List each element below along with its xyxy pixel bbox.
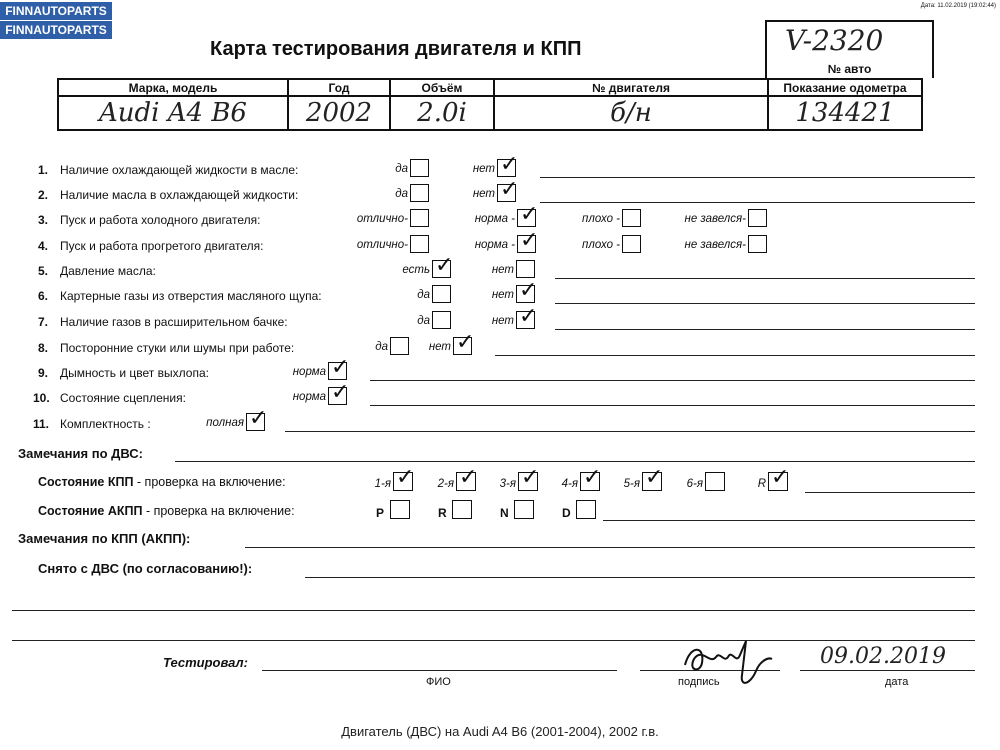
kpp-gear-label: 5-я: [623, 478, 640, 490]
removed-line-2[interactable]: [12, 610, 975, 611]
item-option-checkbox[interactable]: [516, 260, 535, 278]
item-option-checkbox[interactable]: [497, 177, 519, 202]
akpp-gear-label: P: [376, 506, 385, 520]
car-number-box: [765, 20, 934, 62]
item-option-label: да: [375, 341, 388, 353]
remarks-kpp-label: Замечания по КПП (АКПП):: [18, 531, 191, 546]
item-option-checkbox[interactable]: [328, 355, 350, 380]
date-value: 09.02.2019: [820, 644, 946, 669]
akpp-gear-checkbox[interactable]: [452, 500, 472, 519]
item-number: 10.: [33, 391, 50, 405]
header-volume: Объём: [390, 79, 494, 96]
kpp-gear-label: 1-я: [374, 478, 391, 490]
akpp-gear-label: D: [562, 506, 571, 520]
item-question: Наличие газов в расширительном бачке:: [60, 315, 288, 329]
kpp-gear-label: R: [757, 478, 766, 490]
item-option-checkbox[interactable]: [748, 209, 767, 227]
item-remarks-line[interactable]: [370, 405, 975, 406]
checkmark-icon: ✓: [459, 465, 478, 490]
item-option-checkbox[interactable]: [516, 278, 538, 303]
item-number: 3.: [38, 213, 49, 227]
item-question: Посторонние стуки или шумы при работе:: [60, 341, 295, 355]
item-option-checkbox[interactable]: [622, 209, 641, 227]
item-question: Пуск и работа холодного двигателя:: [60, 213, 261, 227]
akpp-gear-checkbox[interactable]: [514, 500, 534, 519]
kpp-gear-checkbox[interactable]: [642, 465, 664, 491]
header-engine-number: № двигателя: [494, 79, 768, 96]
item-option-label: да: [417, 315, 430, 327]
item-remarks-line[interactable]: [285, 431, 975, 432]
header-make-model: Марка, модель: [58, 79, 288, 96]
akpp-gear-label: N: [500, 506, 509, 520]
item-number: 2.: [38, 188, 49, 202]
brand-logo-secondary: FINNAUTOPARTS: [0, 21, 112, 39]
fio-line[interactable]: [262, 670, 617, 671]
item-option-label: полная: [206, 417, 244, 429]
print-date-stamp: Дата: 11.02.2019 (19:02:44): [920, 3, 996, 9]
value-make-model: Audi A4 B6: [58, 96, 288, 130]
remarks-kpp-line[interactable]: [245, 547, 975, 548]
akpp-row-label: [38, 504, 295, 518]
brand-logo: FINNAUTOPARTS: [0, 2, 112, 20]
item-option-checkbox[interactable]: [328, 380, 350, 405]
kpp-gear-label: 6-я: [686, 478, 703, 490]
item-option-label: отлично-: [356, 213, 408, 225]
item-number: 1.: [38, 163, 49, 177]
item-option-checkbox[interactable]: [410, 159, 429, 177]
item-question: Дымность и цвет выхлопа:: [60, 366, 209, 380]
kpp-gear-checkbox[interactable]: [518, 465, 540, 491]
item-option-label: плохо -: [582, 239, 620, 251]
caption: Двигатель (ДВС) на Audi A4 B6 (2001-2004), 2002 г.в.: [341, 724, 659, 739]
akpp-label: Состояние АКПП: [38, 504, 143, 518]
kpp-gear-label: 3-я: [499, 478, 516, 490]
kpp-gear-checkbox[interactable]: [580, 465, 602, 491]
item-option-label: нет: [491, 289, 514, 301]
checkmark-icon: ✓: [520, 228, 539, 253]
removed-line-3[interactable]: [12, 640, 975, 641]
removed-label: Снято с ДВС (по согласованию!):: [38, 561, 253, 576]
date-line[interactable]: [800, 670, 975, 671]
kpp-gear-label: 2-я: [437, 478, 454, 490]
item-remarks-line[interactable]: [495, 355, 975, 356]
kpp-suffix: - проверка на включение:: [133, 475, 286, 489]
checkmark-icon: ✓: [331, 380, 350, 405]
checkmark-icon: ✓: [249, 406, 268, 431]
item-option-label: нет: [491, 315, 514, 327]
item-option-label: нет: [472, 188, 495, 200]
kpp-gear-checkbox[interactable]: [456, 465, 478, 491]
remarks-engine-line[interactable]: [175, 461, 975, 462]
item-option-label: есть: [402, 264, 430, 276]
item-option-checkbox[interactable]: [246, 406, 268, 431]
header-year: Год: [288, 79, 390, 96]
akpp-gear-label: R: [438, 506, 447, 520]
item-option-checkbox[interactable]: [748, 235, 767, 253]
car-number-value: V-2320: [785, 24, 884, 57]
value-odometer: 134421: [768, 96, 922, 130]
item-number: 5.: [38, 264, 49, 278]
item-option-label: норма -: [474, 239, 515, 251]
checkmark-icon: ✓: [331, 355, 350, 380]
value-engine-number: б/н: [494, 96, 768, 130]
item-number: 9.: [38, 366, 49, 380]
remarks-engine-label: Замечания по ДВС:: [18, 446, 143, 461]
checkmark-icon: ✓: [519, 304, 538, 329]
item-question: Давление масла:: [60, 264, 156, 278]
checkmark-icon: ✓: [500, 152, 519, 177]
akpp-remarks-line[interactable]: [603, 520, 975, 521]
item-option-checkbox[interactable]: [516, 304, 538, 329]
checkmark-icon: ✓: [500, 177, 519, 202]
car-number-label-box: [765, 62, 934, 78]
kpp-gear-label: 4-я: [561, 478, 578, 490]
item-option-checkbox[interactable]: [622, 235, 641, 253]
page-title: Карта тестирования двигателя и КПП: [210, 38, 582, 60]
item-option-checkbox[interactable]: [410, 235, 429, 253]
item-option-checkbox[interactable]: [497, 152, 519, 177]
item-option-label: не завелся-: [684, 213, 746, 225]
item-question: Комплектность :: [60, 417, 151, 431]
checkmark-icon: ✓: [645, 465, 664, 490]
item-remarks-line[interactable]: [555, 303, 975, 304]
item-question: Наличие охлаждающей жидкости в масле:: [60, 163, 299, 177]
checkmark-icon: ✓: [435, 253, 454, 278]
item-remarks-line[interactable]: [555, 278, 975, 279]
akpp-gear-checkbox[interactable]: [576, 500, 596, 519]
tested-by-label: Тестировал:: [163, 655, 248, 670]
item-question: Наличие масла в охлаждающей жидкости:: [60, 188, 299, 202]
akpp-gear-checkbox[interactable]: [390, 500, 410, 519]
signature-label: подпись: [678, 676, 720, 688]
car-number-label: № авто: [827, 62, 872, 76]
item-option-checkbox[interactable]: [410, 209, 429, 227]
item-remarks-line[interactable]: [540, 202, 975, 203]
item-option-label: не завелся-: [684, 239, 746, 251]
checkmark-icon: ✓: [583, 465, 602, 490]
checkmark-icon: ✓: [521, 465, 540, 490]
item-option-checkbox[interactable]: [517, 202, 539, 227]
header-odometer: Показание одометра: [768, 79, 922, 96]
item-number: 4.: [38, 239, 49, 253]
checkmark-icon: ✓: [456, 330, 475, 355]
item-number: 6.: [38, 289, 49, 303]
item-option-label: да: [395, 188, 408, 200]
item-option-label: норма: [292, 366, 326, 378]
value-year: 2002: [288, 96, 390, 130]
item-option-label: отлично-: [356, 239, 408, 251]
vehicle-info-table: [57, 78, 923, 131]
item-option-label: нет: [428, 341, 451, 353]
item-option-label: нет: [491, 264, 514, 276]
checkmark-icon: ✓: [519, 278, 538, 303]
item-option-label: да: [395, 163, 408, 175]
item-option-label: норма: [292, 391, 326, 403]
kpp-gear-checkbox[interactable]: [393, 465, 415, 491]
checkmark-icon: ✓: [520, 202, 539, 227]
checkmark-icon: ✓: [771, 465, 790, 490]
checkmark-icon: ✓: [396, 465, 415, 490]
item-option-label: норма -: [474, 213, 515, 225]
removed-line-1[interactable]: [305, 577, 975, 578]
date-label: дата: [885, 676, 909, 688]
fio-label: ФИО: [426, 676, 451, 688]
item-number: 8.: [38, 341, 49, 355]
item-number: 7.: [38, 315, 49, 329]
item-remarks-line[interactable]: [555, 329, 975, 330]
kpp-gear-checkbox[interactable]: [705, 472, 725, 491]
item-option-checkbox[interactable]: [453, 330, 475, 355]
item-remarks-line[interactable]: [540, 177, 975, 178]
item-option-label: да: [417, 289, 430, 301]
item-number: 11.: [33, 417, 50, 431]
item-option-label: плохо -: [582, 213, 620, 225]
kpp-remarks-line[interactable]: [805, 492, 975, 493]
item-option-checkbox[interactable]: [410, 184, 429, 202]
item-remarks-line[interactable]: [370, 380, 975, 381]
value-volume: 2.0i: [390, 96, 494, 130]
akpp-suffix: - проверка на включение:: [142, 504, 295, 518]
item-question: Картерные газы из отверстия масляного щупа:: [60, 289, 322, 303]
item-option-checkbox[interactable]: [517, 228, 539, 253]
item-question: Пуск и работа прогретого двигателя:: [60, 239, 264, 253]
item-option-label: нет: [472, 163, 495, 175]
kpp-label: Состояние КПП: [38, 475, 134, 489]
kpp-gear-checkbox[interactable]: [768, 465, 790, 491]
item-question: Состояние сцепления:: [60, 391, 186, 405]
kpp-row-label: [38, 475, 286, 489]
